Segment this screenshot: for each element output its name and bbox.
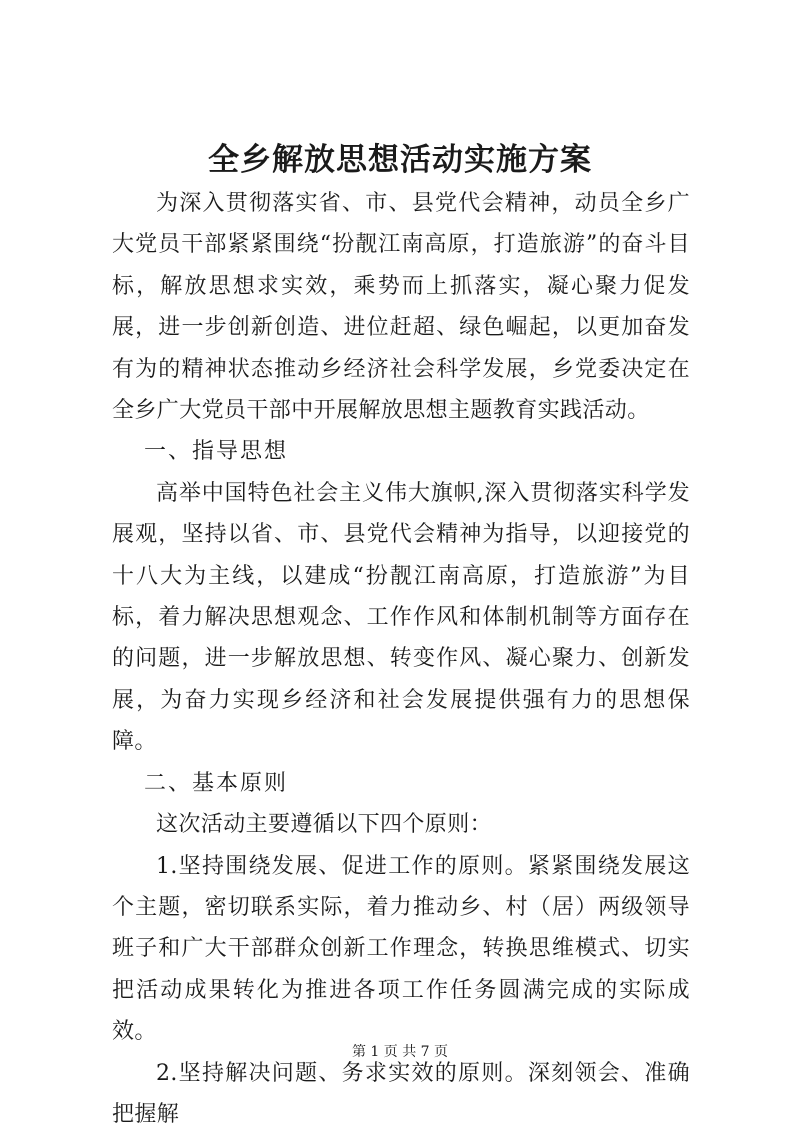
section-heading-guiding-thought: 一、指导思想 xyxy=(144,439,289,465)
guiding-thought-paragraph: 高举中国特色社会主义伟大旗帜,深入贯彻落实科学发展观，坚持以省、市、县党代会精神为指导，以迎接党的十八大为主线，以建成“扮靓江南高原，打造旅游”为目标，着力解决思想观念、工作作风和体制机制等方面存在的问题，进一步解放思想、转变作风、凝心聚力、创新发展，为奋力实现乡经济和社会发展提供强有力的思想保障。 xyxy=(112,480,690,755)
page-number-footer: 第 1 页 共 7 页 xyxy=(351,1044,449,1060)
document-title: 全乡解放思想活动实施方案 xyxy=(208,142,592,178)
document-body xyxy=(112,183,690,1135)
intro-paragraph: 为深入贯彻落实省、市、县党代会精神，动员全乡广大党员干部紧紧围绕“扮靓江南高原，打造旅游”的奋斗目标，解放思想求实效，乘势而上抓落实，凝心聚力促发展，进一步创新创造、进位赶超、绿色崛起，以更加奋发有为的精神状态推动乡经济社会科学发展，乡党委决定在全乡广大党员干部中开展解放思想主题教育实践活动。 xyxy=(112,191,690,424)
principles-intro-paragraph: 这次活动主要遵循以下四个原则： xyxy=(156,812,493,838)
principle-2-paragraph: 2.坚持解决问题、务求实效的原则。深刻领会、准确把握解 xyxy=(112,1060,690,1127)
principle-1-paragraph: 1.坚持围绕发展、促进工作的原则。紧紧围绕发展这个主题，密切联系实际，着力推动乡、村（居）两级领导班子和广大干部群众创新工作理念，转换思维模式、切实把活动成果转化为推进各项工作任务圆满完成的实际成效。 xyxy=(112,853,690,1045)
section-heading-basic-principles: 二、基本原则 xyxy=(144,770,289,796)
